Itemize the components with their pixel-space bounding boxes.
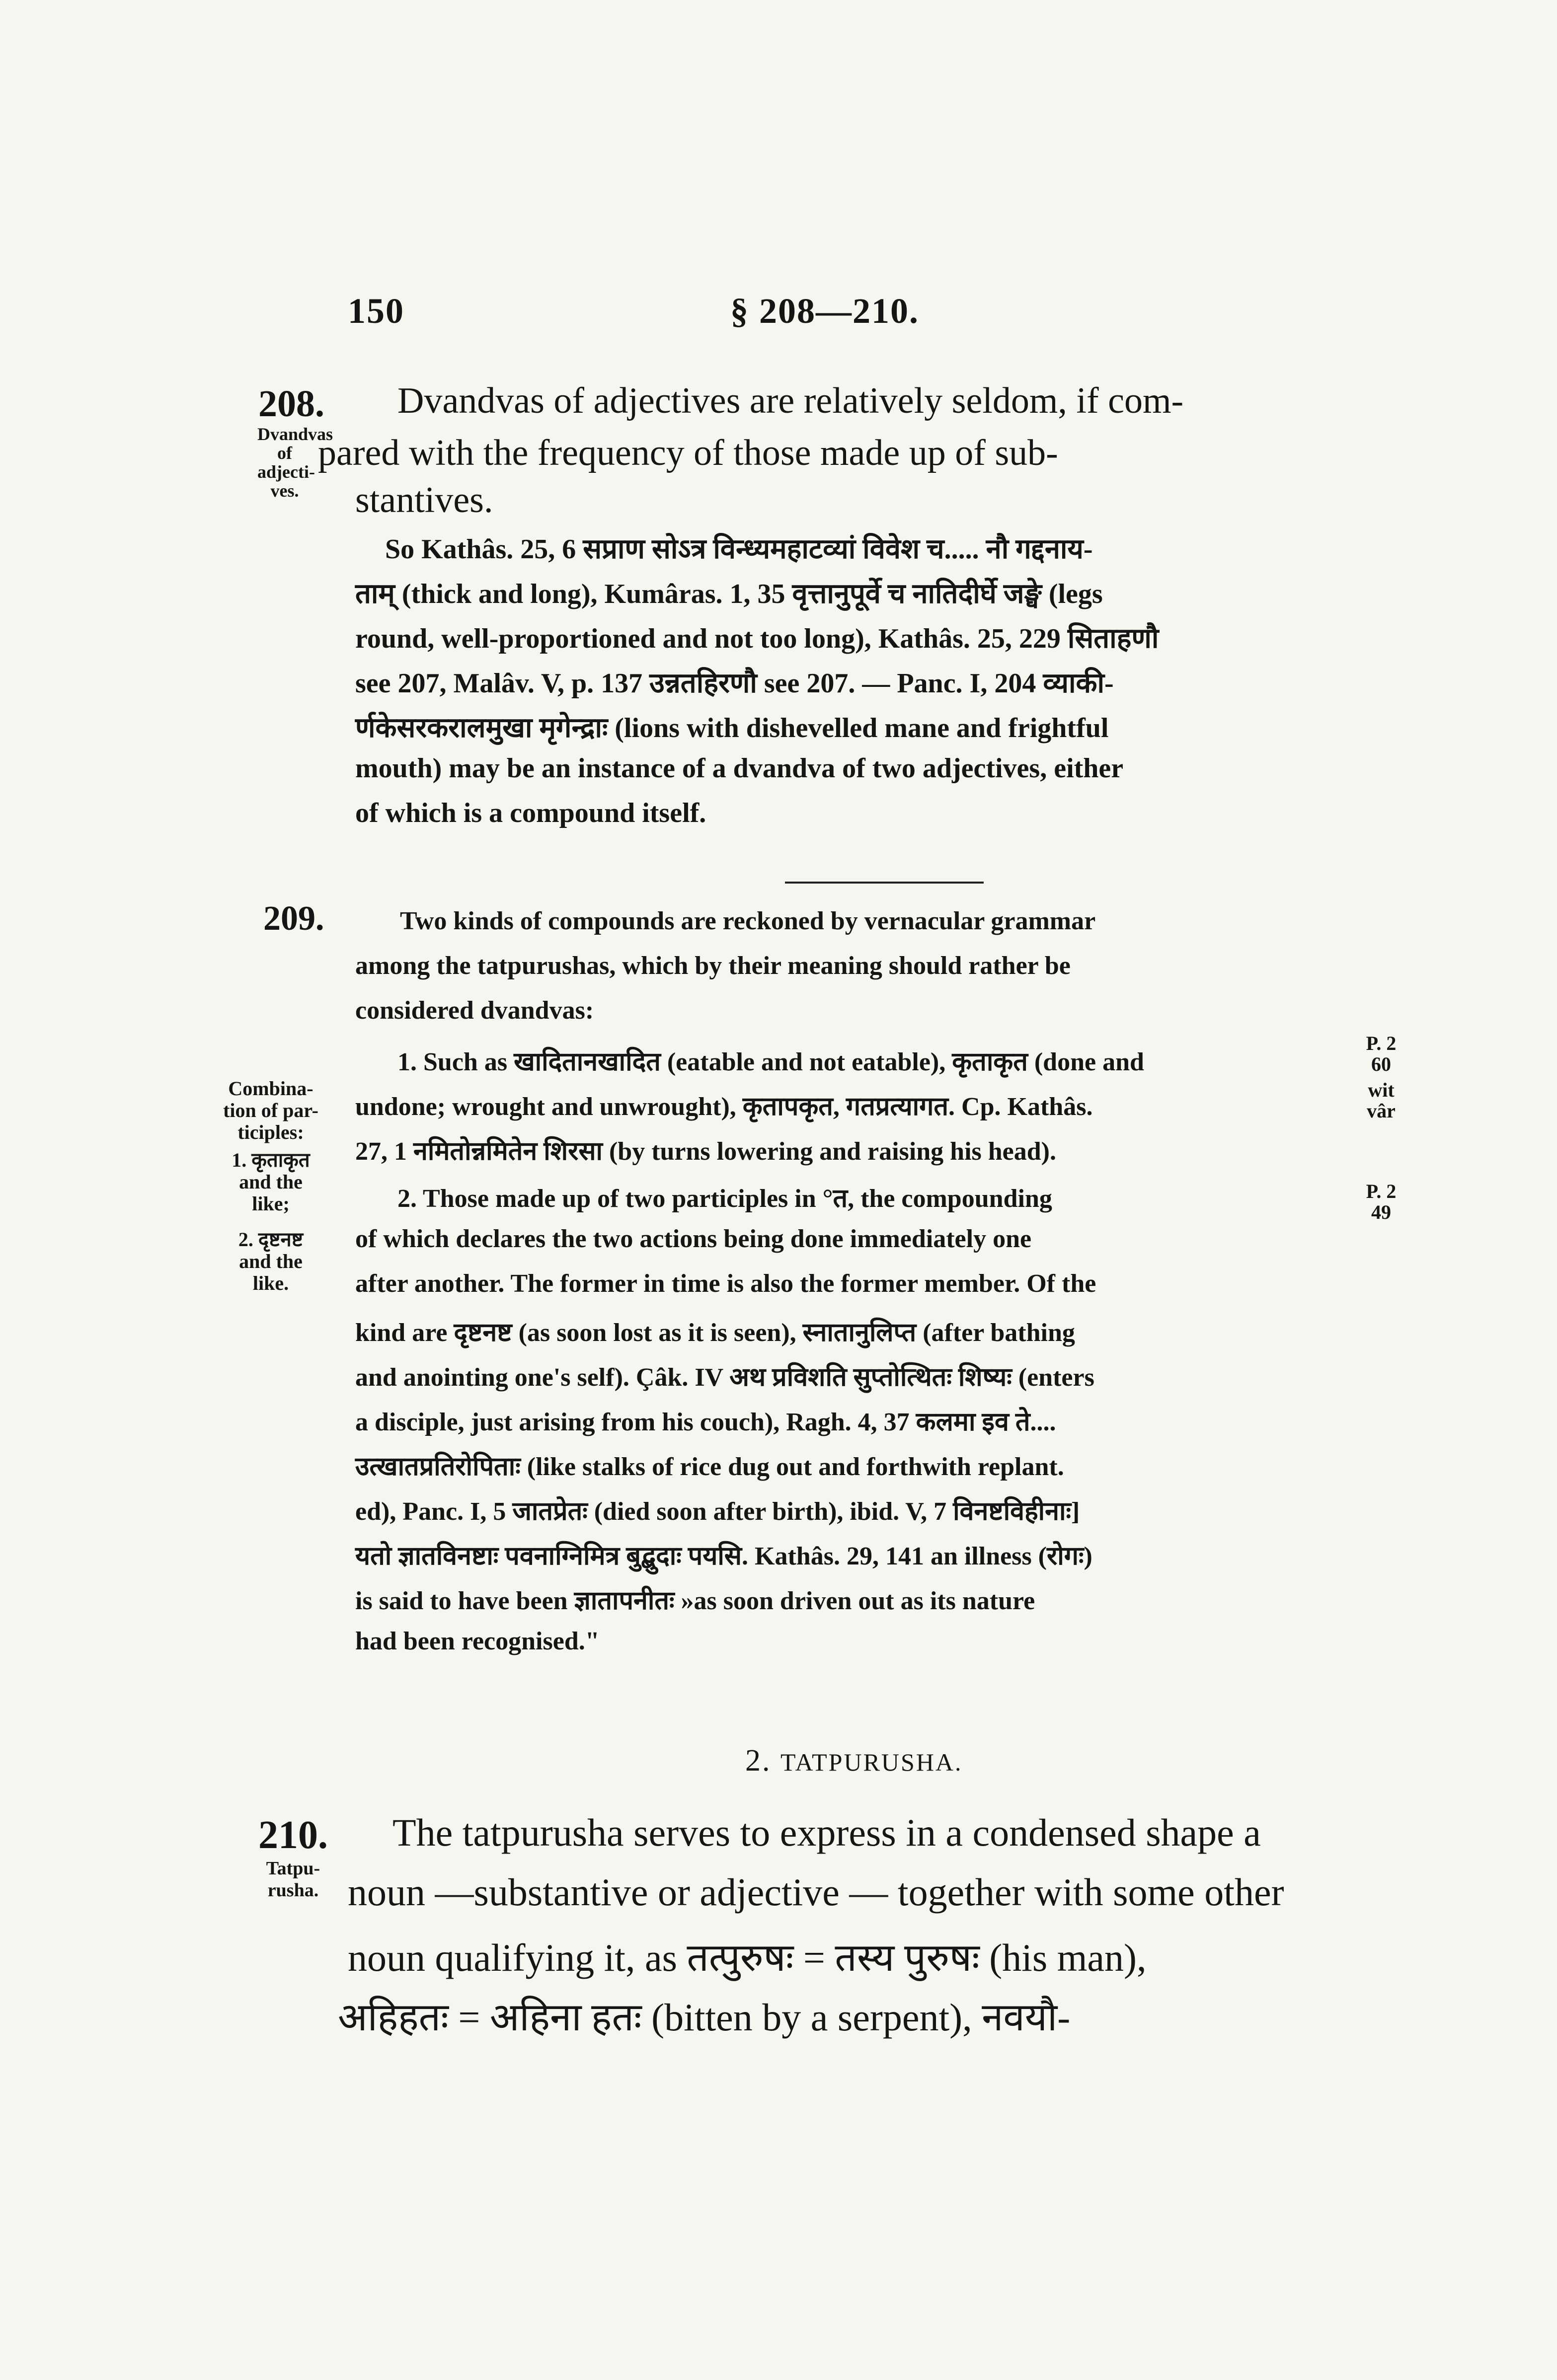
s208-line: round, well-proportioned and not too long), Kathâs. 25, 229 सिताहणौ <box>355 623 1159 654</box>
margin-line: Combina- <box>228 1077 313 1100</box>
margin-line: like. <box>252 1272 289 1294</box>
s209-line: and anointing one's self). Çâk. IV अथ प्रविशति सुप्तोत्थितः शिष्यः (enters <box>355 1363 1094 1392</box>
s208-line: ताम् (thick and long), Kumâras. 1, 35 वृत्तानुपूर्वे च नातिदीर्घे जङ्घे (legs <box>355 579 1103 609</box>
s209-line: is said to have been ज्ञातापनीतः »as soon driven out as its nature <box>355 1587 1035 1615</box>
s209-line: considered dvandvas: <box>355 996 594 1025</box>
right-margin-line: P. 2 <box>1366 1180 1397 1202</box>
subheading <box>745 1743 963 1779</box>
margin-note-209 <box>221 1078 320 1294</box>
subheading-title: TATPURUSHA. <box>780 1748 963 1776</box>
margin-note-210 <box>263 1858 323 1901</box>
right-margin-line: P. 2 <box>1366 1032 1397 1054</box>
s209-line: 2. Those made up of two participles in °त, the compounding <box>397 1185 1052 1213</box>
margin-line: ticiples: <box>237 1121 304 1143</box>
s210-line: noun —substantive or adjective — together with some other <box>348 1870 1284 1914</box>
s209-line: after another. The former in time is also the former member. Of the <box>355 1269 1096 1298</box>
s209-line: ed), Panc. I, 5 जातप्रेतः (died soon after birth), ibid. V, 7 विनष्टविहीनाः] <box>355 1497 1080 1526</box>
right-margin-line: 60 <box>1371 1053 1391 1075</box>
margin-line: and the <box>239 1250 303 1272</box>
margin-line: 1. कृताकृत <box>232 1149 310 1171</box>
s209-line: 27, 1 नमितोन्नमितेन शिरसा (by turns lowering and raising his head). <box>355 1137 1056 1166</box>
section-divider <box>785 882 984 884</box>
s209-line: of which declares the two actions being done immediately one <box>355 1225 1032 1253</box>
s209-line: उत्खातप्रतिरोपिताः (like stalks of rice dug out and forthwith replant. <box>355 1453 1064 1481</box>
margin-line: like; <box>252 1192 290 1215</box>
s209-line: undone; wrought and unwrought), कृतापकृत, गतप्रत्यागत. Cp. Kathâs. <box>355 1093 1093 1121</box>
s208-line: see 207, Malâv. V, p. 137 उन्नतहिरणौ see 207. — Panc. I, 204 व्याकी- <box>355 668 1114 699</box>
right-margin-line: wit <box>1368 1079 1395 1101</box>
page-number: 150 <box>348 291 404 331</box>
s208-line: stantives. <box>355 480 493 521</box>
section-number-210: 210. <box>258 1813 328 1857</box>
section-number-209: 209. <box>263 899 324 938</box>
s209-line: kind are दृष्टनष्ट (as soon lost as it is seen), स्नातानुलिप्त (after bathing <box>355 1319 1075 1347</box>
margin-note-208 <box>257 424 333 501</box>
s208-line: So Kathâs. 25, 6 सप्राण सोऽत्र विन्ध्यमहाटव्यां विवेश च..... नौ गद्दनाय- <box>385 534 1093 565</box>
section-number-208: 208. <box>258 383 324 425</box>
s210-line: The tatpurusha serves to express in a condensed shape a <box>392 1811 1261 1854</box>
margin-line: 2. दृष्टनष्ट <box>238 1228 304 1251</box>
margin-line: and the <box>239 1171 303 1193</box>
s209-line: 1. Such as खादितानखादित (eatable and not eatable), कृताकृत (done and <box>397 1048 1144 1076</box>
right-margin-line: 49 <box>1371 1201 1391 1223</box>
margin-line: ves. <box>270 481 299 501</box>
running-header: § 208—210. <box>730 291 919 331</box>
margin-line: of adjecti- <box>257 443 315 482</box>
s208-line: of which is a compound itself. <box>355 798 706 828</box>
s210-line: noun qualifying it, as तत्पुरुषः = तस्य पुरुषः (his man), <box>348 1936 1147 1979</box>
s209-line: had been recognised." <box>355 1627 600 1655</box>
right-margin-line: vâr <box>1367 1100 1396 1122</box>
s208-line: pared with the frequency of those made up of sub- <box>318 433 1058 473</box>
margin-line: Dvandvas <box>257 424 333 444</box>
s208-line: mouth) may be an instance of a dvandva of two adjectives, either <box>355 753 1124 784</box>
margin-line: rusha. <box>267 1880 319 1901</box>
s209-line: among the tatpurushas, which by their meaning should rather be <box>355 952 1071 980</box>
margin-line: Tatpu- <box>266 1858 320 1879</box>
s209-line: Two kinds of compounds are reckoned by vernacular grammar <box>400 907 1096 935</box>
s210-line: अहिहतः = अहिना हतः (bitten by a serpent), नवयौ- <box>338 1996 1071 2039</box>
s209-line: a disciple, just arising from his couch), Ragh. 4, 37 कलमा इव ते.... <box>355 1408 1056 1436</box>
s209-line: यतो ज्ञातविनष्टाः पवनाग्निमित्र बुद्बुदाः पयसि. Kathâs. 29, 141 an illness (रोगः) <box>355 1542 1092 1570</box>
margin-line: tion of par- <box>223 1099 318 1121</box>
s208-line: Dvandvas of adjectives are relatively seldom, if com- <box>397 380 1184 421</box>
right-margin-note <box>1364 1033 1399 1223</box>
subheading-number: 2. <box>745 1744 780 1778</box>
s208-line: र्णकेसरकरालमुखा मृगेन्द्राः (lions with dishevelled mane and frightful <box>355 713 1109 744</box>
